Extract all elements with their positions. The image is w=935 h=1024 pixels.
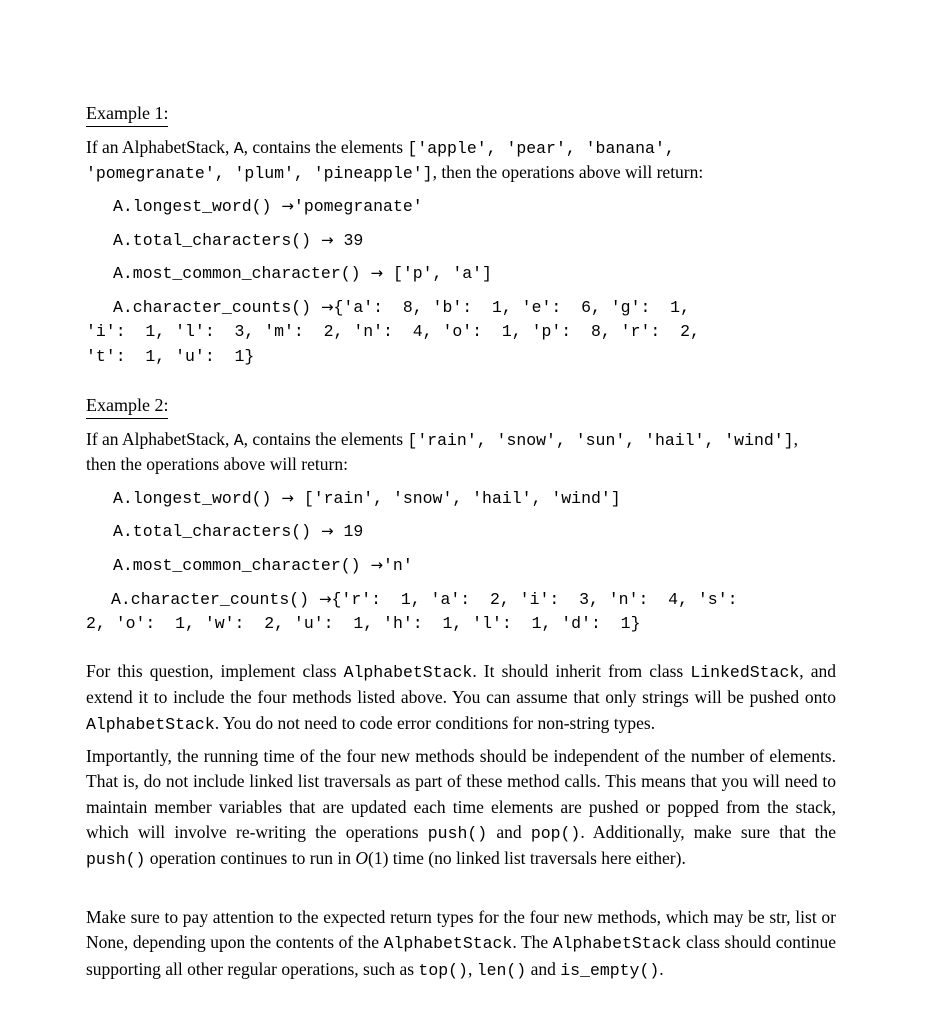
example-1-character-counts-line-3: 't': 1, 'u': 1} bbox=[86, 347, 255, 366]
example-2-most-common-character: A.most_common_character() →'n' bbox=[113, 556, 413, 575]
instructions-paragraph-3: Make sure to pay attention to the expected return types for the four new methods, which may be str, list or None, depending upon the contents of the AlphabetStack. The AlphabetStack class should continue supporting all other regular operations, such as top(), len() and is_empty(). bbox=[86, 907, 836, 980]
example-2-heading: Example 2: bbox=[86, 394, 168, 419]
example-1-total-characters: A.total_characters() → 39 bbox=[113, 231, 364, 250]
instructions-paragraph-1: For this question, implement class AlphabetStack. It should inherit from class LinkedStack, and extend it to include the four methods listed above. You can assume that only strings will be pushed onto AlphabetStack. You do not need to code error conditions for non-string types. bbox=[86, 661, 836, 734]
example-2-character-counts-line-2: 2, 'o': 1, 'w': 2, 'u': 1, 'h': 1, 'l': 1, 'd': 1} bbox=[86, 614, 641, 633]
example-1-character-counts: A.character_counts() →{'a': 8, 'b': 1, 'e': 6, 'g': 1, bbox=[113, 298, 690, 317]
example-1-character-counts-line-2: 'i': 1, 'l': 3, 'm': 2, 'n': 4, 'o': 1, 'p': 8, 'r': 2, bbox=[86, 322, 700, 341]
example-1-longest-word: A.longest_word() →'pomegranate' bbox=[113, 197, 423, 216]
example-1-most-common-character: A.most_common_character() → ['p', 'a'] bbox=[113, 264, 492, 283]
example-2-intro-line-1: If an AlphabetStack, A, contains the elements ['rain', 'snow', 'sun', 'hail', 'wind'], bbox=[86, 429, 798, 450]
example-1-heading: Example 1: bbox=[86, 102, 168, 127]
example-2-longest-word: A.longest_word() → ['rain', 'snow', 'hail', 'wind'] bbox=[113, 489, 621, 508]
example-2-character-counts: A.character_counts() →{'r': 1, 'a': 2, 'i': 3, 'n': 4, 's': bbox=[111, 590, 738, 609]
instructions-paragraph-2: Importantly, the running time of the four new methods should be independent of the number of elements. That is, do not include linked list traversals as part of these method calls. This means that you will need to maintain member variables that are updated each time elements are pushed or popped from the stack, which will involve re-writing the operations push() and pop(). Additionally, make sure that the push() operation continues to run in O(1) time (no linked list traversals here either). bbox=[86, 746, 836, 870]
example-1-intro-line-2: 'pomegranate', 'plum', 'pineapple'], then the operations above will return: bbox=[86, 162, 704, 183]
example-2-total-characters: A.total_characters() → 19 bbox=[113, 522, 364, 541]
example-1-intro-line-1: If an AlphabetStack, A, contains the elements ['apple', 'pear', 'banana', bbox=[86, 137, 675, 158]
example-2-intro-line-2: then the operations above will return: bbox=[86, 454, 348, 474]
